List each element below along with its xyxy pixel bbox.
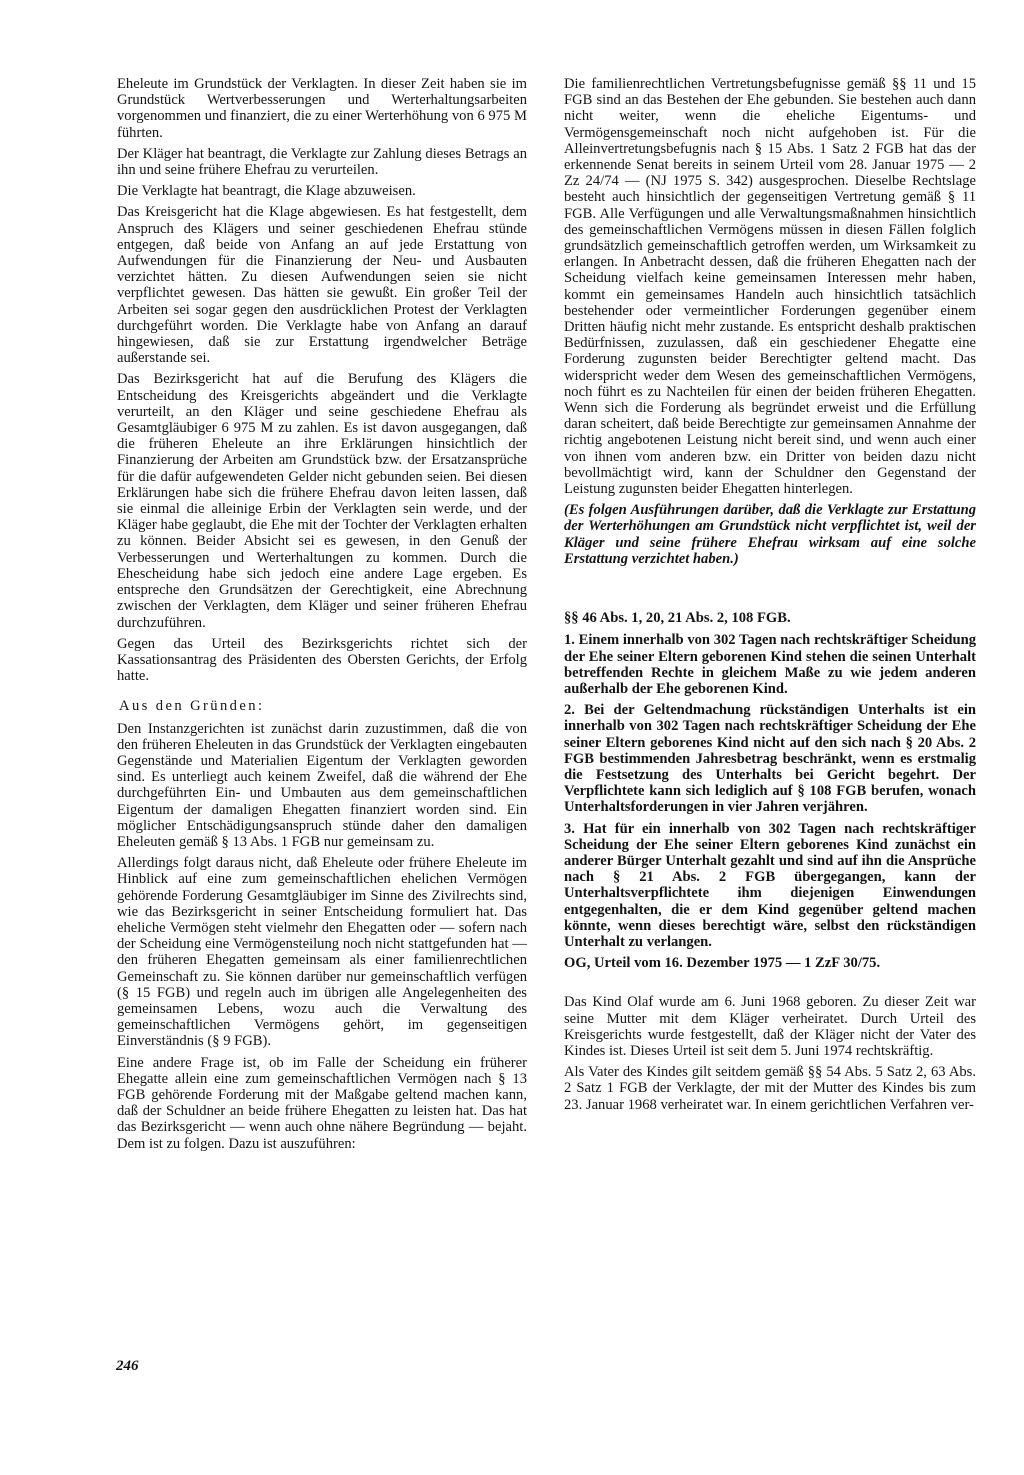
paragraph: Die Verklagte hat beantragt, die Klage abzuweisen. bbox=[117, 183, 416, 200]
headnote: 2. Bei der Geltendmachung rückständigen Unterhalts ist ein innerhalb von 302 Tagen nach rechtskräftiger Scheidung der Ehe seiner Eltern geborenes Kind nicht auf den sich nach § 20 Abs. 2 FGB bestimmenden Jahresbetrag beschränkt, wenn es erstmalig die Festsetzung des Unterhalts bei Gericht begehrt. Der Verpflichtete kann sich lediglich auf § 108 FGB berufen, wonach Unterhaltsforderungen in vier Jahren verjähren. bbox=[564, 702, 976, 816]
right-column bbox=[564, 76, 976, 1118]
paragraph: Das Kreisgericht hat die Klage abgewiesen. Es hat festgestellt, dem Anspruch des Klägers und seiner geschiedenen Ehefrau stünde entgegen, daß beide von Anfang an auf jede Erstattung von Aufwendungen für die Finanzierung der Neu- und Ausbauten verzichtet hätten. Zu diesen Aufwendungen seien sie nicht verpflichtet gewesen. Das hätten sie gewußt. Ein großer Teil der Arbeiten sei sogar gegen den ausdrücklichen Protest der Verklagten durchgeführt worden. Die Verklagte habe von Anfang an darauf hingewiesen, daß sie zur Erstattung irgendwelcher Beträge außerstande sei. bbox=[117, 204, 527, 367]
paragraph: Der Kläger hat beantragt, die Verklagte zur Zahlung dieses Betrags an ihn und seine frühere Ehefrau zu verurteilen. bbox=[117, 145, 527, 179]
paragraph: Eine andere Frage ist, ob im Falle der Scheidung ein früherer Ehegatte allein eine zum gemeinschaftlichen Vermögen nach § 13 FGB gehörende Forderung mit der Maßgabe geltend machen kann, daß der Schuldner an beide frühere Ehegatten zu leisten hat. Das hat das Bezirksgericht — wenn auch ohne nähere Begründung — bejaht. Dem ist zu folgen. Dazu ist auszuführen: bbox=[117, 1054, 527, 1152]
paragraph: Als Vater des Kindes gilt seitdem gemäß §§ 54 Abs. 5 Satz 2, 63 Abs. 2 Satz 1 FGB der Verklagte, der mit der Mutter des Kindes bis zum 23. Januar 1968 verheiratet war. In einem gerichtlichen Verfahren ver- bbox=[564, 1064, 976, 1113]
left-column bbox=[117, 76, 527, 1157]
paragraph: Allerdings folgt daraus nicht, daß Eheleute oder frühere Eheleute im Hinblick auf eine zum gemeinschaftlichen ehelichen Vermögen gehörende Forderung Gesamtgläubiger im Sinne des Zivilrechts sind, wie das Bezirksgericht in seiner Entscheidung formuliert hat. Das eheliche Vermögen steht vielmehr den Ehegatten oder — sofern nach der Scheidung eine Vermögensteilung noch nicht stattgefunden hat — den früheren Ehegatten gemeinsam als einer familienrechtlichen Gemeinschaft zu. Sie können darüber nur gemeinschaftlich verfügen (§ 15 FGB) und regeln auch im übrigen alle Angelegenheiten des gemeinsamen Lebens, wozu auch die Verwaltung des gemeinschaftlichen Vermögens gehört, im gegenseitigen Einverständnis (§ 9 FGB). bbox=[117, 855, 527, 1050]
paragraph: Den Instanzgerichten ist zunächst darin zuzustimmen, daß die von den früheren Eheleuten in das Grundstück der Verklagten eingebauten Gegenstände und Materialien Eigentum der Verklagten geworden sind. Es unterliegt auch keinem Zweifel, daß die während der Ehe durchgeführten Ein- und Umbauten aus dem gemeinschaftlichen Eigentum der damaligen Ehegatten finanziert worden sind. Ein möglicher Entschädigungsanspruch stünde daher den damaligen Eheleuten gemäß § 13 Abs. 1 FGB nur gemeinsam zu. bbox=[117, 720, 527, 850]
statute-citation: §§ 46 Abs. 1, 20, 21 Abs. 2, 108 FGB. bbox=[564, 610, 791, 627]
section-heading: Aus den Gründen: bbox=[119, 698, 265, 715]
court-reference: OG, Urteil vom 16. Dezember 1975 — 1 ZzF 30/75. bbox=[564, 955, 881, 972]
paragraph: Gegen das Urteil des Bezirksgerichts richtet sich der Kassationsantrag des Präsidenten des Obersten Gerichts, der Erfolg hatte. bbox=[117, 635, 527, 685]
spacer bbox=[564, 572, 976, 610]
paragraph: Die familienrechtlichen Vertretungsbefugnisse gemäß §§ 11 und 15 FGB sind an das Bestehen der Ehe gebunden. Sie bestehen auch dann nicht weiter, wenn die eheliche Eigentums- und Vermögensgemeinschaft noch nicht aufgehoben ist. Für die Alleinvertretungsbefugnis nach § 15 Abs. 1 Satz 2 FGB hat das der erkennende Senat bereits in seinem Urteil vom 28. Januar 1975 — 2 Zz 24/74 — (NJ 1975 S. 342) ausgesprochen. Dieselbe Rechtslage besteht auch hinsichtlich der gegenseitigen Vertretung gemäß § 11 FGB. Alle Verfügungen und alle Verwaltungsmaßnahmen hinsichtlich des gemeinschaftlichen Vermögens müssen in diesen Fällen folglich grundsätzlich gemeinschaftlich getroffen werden, um Wirksamkeit zu erlangen. In Anbetracht dessen, daß die früheren Ehegatten nach der Scheidung vielfach keine gemeinsamen Interessen mehr haben, kommt ein gemeinsames Handeln auch hinsichtlich tatsächlich bestehender oder vermeintlicher Forderungen gegenüber einem Dritten häufig nicht mehr zustande. Es entspricht deshalb praktischen Bedürfnissen, zuzulassen, daß ein geschiedener Ehegatte eine Forderung zugunsten beider Berechtigter geltend macht. Das widerspricht weder dem Wesen des gemeinschaftlichen Vermögens, noch führt es zu Nachteilen für einen der beiden früheren Ehegatten. Wenn sich die Forderung als begründet erweist und die Erfüllung daran scheitert, daß beide Berechtigte zur gemeinsamen Annahme der richtig angebotenen Leistung nicht bereit sind, und wenn auch einer von ihnen vom anderen bzw. ein Dritter von beiden dazu nicht bevollmächtigt wird, kann der Schuldner den Gegenstand der Leistung zugunsten beider Ehegatten hinterlegen. bbox=[564, 76, 976, 498]
paragraph: Eheleute im Grundstück der Verklagten. In dieser Zeit haben sie im Grundstück Wertverbesserungen und Werterhaltungsarbeiten vorgenommen und finanziert, die zu einer Werterhöhung von 6 975 M führten. bbox=[117, 76, 527, 141]
headnote: 3. Hat für ein innerhalb von 302 Tagen nach rechtskräftiger Scheidung der Ehe seiner Eltern geborenes Kind zunächst ein anderer Bürger Unterhalt gezahlt und sind auf ihn die Ansprüche nach § 21 Abs. 2 FGB übergegangen, kann der Unterhaltsverpflichtete ihm diejenigen Einwendungen entgegenhalten, die er dem Kind gegenüber geltend machen könnte, wenn dieses berechtigt wäre, selbst den rückständigen Unterhalt zu verlangen. bbox=[564, 820, 976, 950]
page-number: 246 bbox=[116, 1358, 139, 1374]
paragraph: Das Bezirksgericht hat auf die Berufung des Klägers die Entscheidung des Kreisgerichts abgeändert und die Verklagte verurteilt, an den Kläger und seine geschiedene Ehefrau als Gesamtgläubiger 6 975 M zu zahlen. Es ist davon ausgegangen, daß die früheren Eheleute an ihre Erklärungen hinsichtlich der Finanzierung der Arbeiten am Grundstück bzw. der Ersatzansprüche für die dafür aufgewendeten Gelder nicht gebunden seien. Bei diesen Erklärungen habe sich die frühere Ehefrau davon leiten lassen, daß sie einmal die alleinige Erbin der Verklagten sein werde, und der Kläger habe geglaubt, die Ehe mit der Tochter der Verklagten erhalten zu können. Beider Absicht sei es gewesen, in den Genuß der Verbesserungen und Werterhaltungen zu kommen. Durch die Ehescheidung habe sich jedoch eine andere Lage ergeben. Es entspreche den Grundsätzen der Gerechtigkeit, eine Abrechnung zwischen der Verklagten, dem Kläger und seiner früheren Ehefrau durchzuführen. bbox=[117, 371, 527, 631]
headnote: 1. Einem innerhalb von 302 Tagen nach rechtskräftiger Scheidung der Ehe seiner Eltern geborenen Kind stehen die seinen Unterhalt betreffenden Rechte in gleichem Maße zu wie jedem anderen außerhalb der Ehe geborenen Kind. bbox=[564, 632, 976, 697]
spacer bbox=[564, 976, 976, 994]
italic-note: (Es folgen Ausführungen darüber, daß die Verklagte zur Erstattung der Werterhöhungen am Grundstück nicht verpflichtet ist, weil der Kläger und seine frühere Ehefrau wirksam auf eine solche Erstattung verzichtet haben.) bbox=[564, 502, 976, 567]
paragraph: Das Kind Olaf wurde am 6. Juni 1968 geboren. Zu dieser Zeit war seine Mutter mit dem Kläger verheiratet. Durch Urteil des Kreisgerichts wurde festgestellt, daß der Kläger nicht der Vater des Kindes ist. Dieses Urteil ist seit dem 5. Juni 1974 rechtskräftig. bbox=[564, 994, 976, 1059]
